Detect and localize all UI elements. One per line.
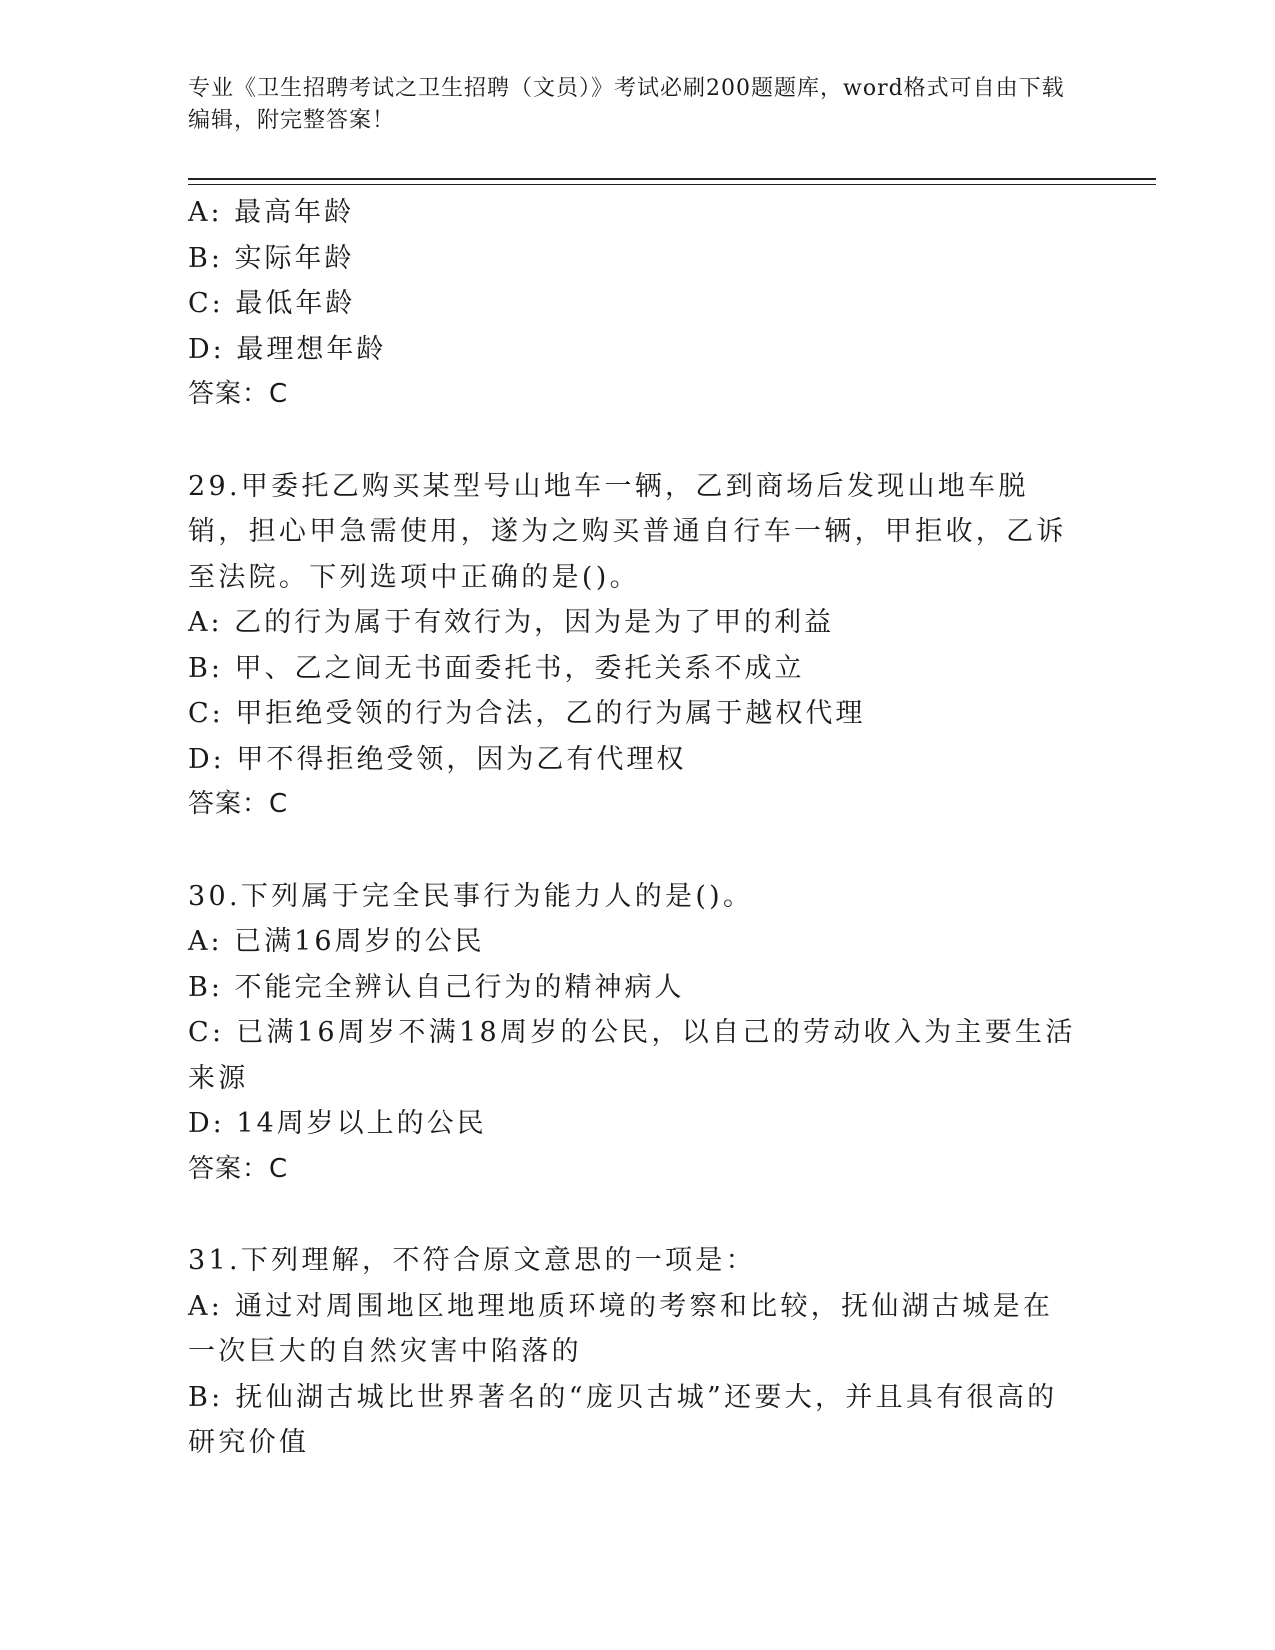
spacer (188, 1192, 1088, 1238)
question-29 (188, 464, 1088, 828)
question-31 (188, 1238, 1088, 1466)
answer: 答案：C (188, 1153, 289, 1184)
option-c: C: 最低年龄 (188, 288, 356, 319)
option-a: A: 乙的行为属于有效行为，因为是为了甲的利益 (188, 607, 835, 638)
option-b: B: 实际年龄 (188, 242, 355, 274)
header-divider-thick (188, 178, 1156, 180)
question-28 (188, 190, 1088, 418)
question-stem: 31.下列理解，不符合原文意思的一项是： (188, 1245, 756, 1276)
header-divider-thin (188, 184, 1156, 185)
answer: 答案：C (188, 789, 289, 819)
question-stem: 30.下列属于完全民事行为能力人的是()。 (188, 880, 754, 912)
question-stem: 29.甲委托乙购买某型号山地车一辆，乙到商场后发现山地车脱销，担心甲急需使用，遂为之购买普通自行车一辆，甲拒收，乙诉至法院。下列选项中正确的是()。 (188, 470, 1067, 593)
option-c: C: 甲拒绝受领的行为合法，乙的行为属于越权代理 (188, 698, 866, 729)
option-d: D: 甲不得拒绝受领，因为乙有代理权 (188, 743, 687, 775)
option-b: B: 抚仙湖古城比世界著名的“庞贝古城”还要大，并且具有很高的研究价值 (188, 1381, 1058, 1458)
spacer (188, 828, 1088, 874)
option-b: B: 不能完全辨认自己行为的精神病人 (188, 971, 685, 1003)
option-b: B: 甲、乙之间无书面委托书，委托关系不成立 (188, 652, 805, 684)
question-30 (188, 874, 1088, 1193)
option-a: A: 已满16周岁的公民 (188, 926, 485, 957)
option-d: D: 14周岁以上的公民 (188, 1108, 487, 1139)
document-header: 专业《卫生招聘考试之卫生招聘（文员）》考试必刷200题题库，word格式可自由下载编辑，附完整答案！ (188, 76, 1065, 133)
question-list (188, 190, 1088, 1466)
option-a: A: 最高年龄 (188, 197, 355, 228)
answer: 答案：C (188, 379, 289, 409)
option-a: A: 通过对周围地区地理地质环境的考察和比较，抚仙湖古城是在一次巨大的自然灾害中陷落的 (188, 1290, 1054, 1367)
option-d: D: 最理想年龄 (188, 333, 387, 365)
spacer (188, 418, 1088, 464)
option-c: C: 已满16周岁不满18周岁的公民，以自己的劳动收入为主要生活来源 (188, 1017, 1076, 1094)
